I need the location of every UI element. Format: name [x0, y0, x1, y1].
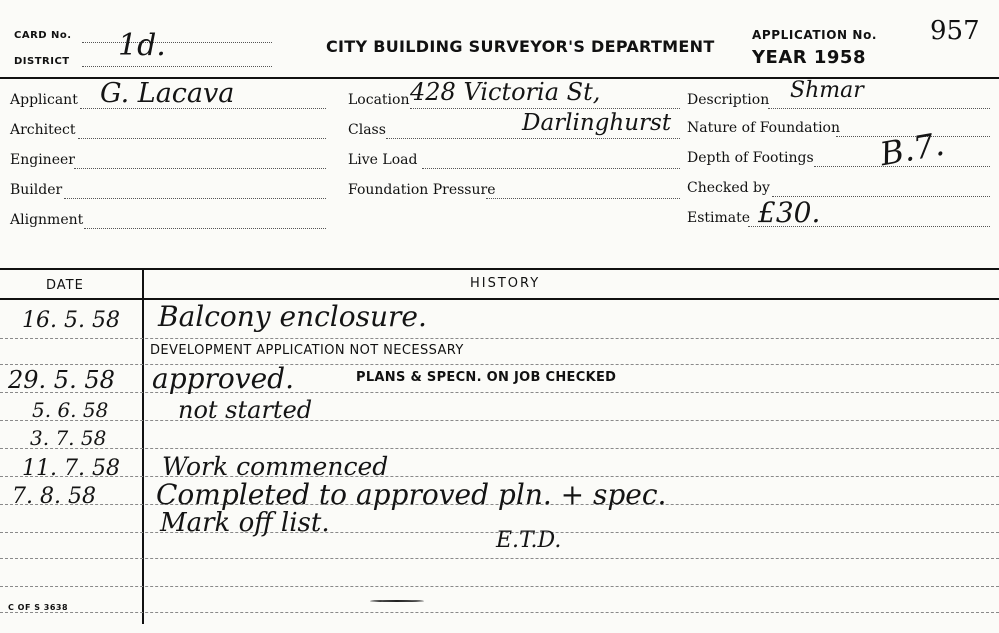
history-initials: E.T.D. [496, 528, 562, 553]
date-column-divider [142, 268, 144, 624]
history-header-rule [0, 298, 999, 300]
description-value: Shmar [790, 78, 864, 103]
history-entry: approved. [152, 362, 294, 395]
estimate-label: Estimate [687, 210, 751, 226]
architect-label: Architect [10, 122, 76, 138]
engineer-label: Engineer [10, 152, 75, 168]
card-no-label: CARD No. [14, 30, 72, 41]
date-header: DATE [46, 278, 84, 293]
form-code: C OF S 3638 [8, 603, 69, 612]
location-value: 428 Victoria St, [410, 78, 601, 106]
class-value: Darlinghurst [522, 110, 672, 136]
history-date: 5. 6. 58 [32, 398, 109, 422]
foundation-pressure-label: Foundation Pressure [348, 182, 496, 198]
history-top-rule [0, 268, 999, 270]
depth-of-footings-value: B.7. [877, 124, 948, 174]
history-date: 7. 8. 58 [12, 484, 96, 509]
application-no-label: APPLICATION No. [752, 28, 878, 42]
estimate-value: £30. [758, 196, 821, 229]
history-date: 11. 7. 58 [22, 456, 120, 481]
nature-of-foundation-label: Nature of Foundation [687, 120, 840, 136]
application-number: 957 [930, 16, 980, 46]
history-header: HISTORY [470, 276, 541, 291]
description-label: Description [687, 92, 770, 108]
builder-label: Builder [10, 182, 63, 198]
year-label: YEAR 1958 [752, 47, 866, 68]
history-entry: not started [178, 396, 313, 424]
district-label: DISTRICT [14, 56, 70, 67]
card-no-value: 1d. [118, 28, 166, 63]
applicant-label: Applicant [10, 92, 78, 108]
checked-by-label: Checked by [687, 180, 770, 196]
department-title: CITY BUILDING SURVEYOR'S DEPARTMENT [326, 37, 715, 56]
history-date: 16. 5. 58 [22, 308, 120, 333]
live-load-label: Live Load [348, 152, 418, 168]
depth-of-footings-label: Depth of Footings [687, 150, 814, 166]
history-typed-note: DEVELOPMENT APPLICATION NOT NECESSARY [150, 343, 464, 358]
history-entry: Work commenced [162, 452, 389, 481]
history-date: 29. 5. 58 [8, 366, 115, 394]
location-label: Location [348, 92, 410, 108]
history-entry: Mark off list. [160, 508, 330, 538]
alignment-label: Alignment [10, 212, 84, 228]
history-entry: Completed to approved pln. + spec. [156, 478, 667, 511]
history-date: 3. 7. 58 [30, 426, 107, 450]
applicant-value: G. Lacava [100, 78, 235, 109]
pen-stroke [370, 600, 424, 602]
history-typed-note: PLANS & SPECN. ON JOB CHECKED [356, 370, 617, 385]
class-label: Class [348, 122, 386, 138]
history-entry: Balcony enclosure. [158, 300, 427, 333]
